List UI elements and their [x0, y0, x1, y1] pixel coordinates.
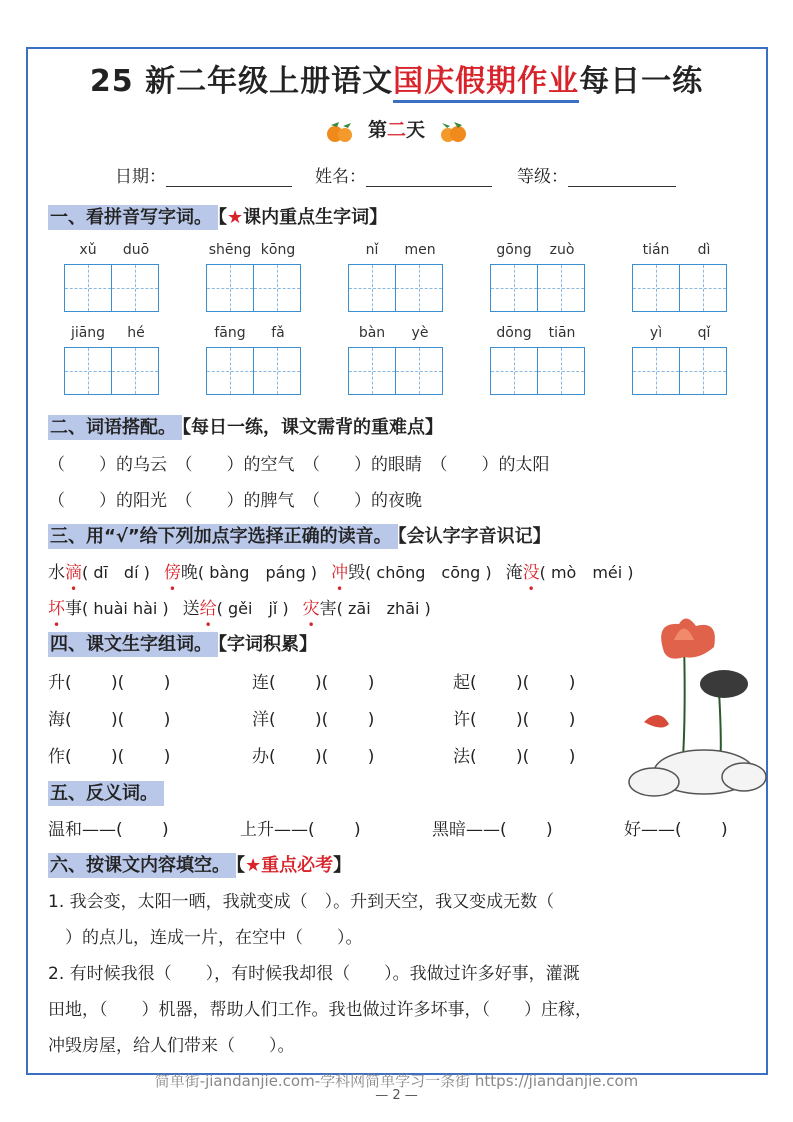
section-1-heading: 一、看拼音写字词。 【★课内重点生字词】 [50, 207, 388, 228]
writing-grid[interactable] [632, 264, 727, 312]
fill-line-4: 田地，（ ）机器，帮助人们工作。我也做过许多坏事，（ ）庄稼， [48, 1000, 592, 1020]
word-group-item[interactable]: 办( )( ) [252, 747, 375, 767]
reading-item[interactable]: 水滴( dī dí ) [48, 563, 150, 583]
pinyin-label: nǐ [365, 242, 379, 258]
pinyin-label: shēng [208, 242, 252, 258]
pinyin-label: zuò [549, 242, 575, 258]
word-group-item[interactable]: 作( )( ) [48, 747, 171, 767]
antonym-item[interactable]: 上升——( ) [240, 820, 361, 840]
pinyin-label: tiān [548, 325, 576, 341]
word-group-item[interactable]: 连( )( ) [252, 673, 375, 693]
orange-icon [438, 119, 468, 143]
reading-item[interactable]: 送给( gěi jǐ ) [182, 599, 289, 619]
writing-grid[interactable] [206, 264, 301, 312]
word-group-item[interactable]: 起( )( ) [453, 673, 576, 693]
fill-line-5: 冲毁房屋，给人们带来（ ）。 [48, 1036, 295, 1056]
pinyin-label: men [404, 242, 436, 258]
date-field[interactable]: 日期： [115, 162, 292, 187]
writing-grid[interactable] [348, 347, 443, 395]
pinyin-label: dōng [496, 325, 532, 341]
reading-item[interactable]: 灾害( zāi zhāi ) [302, 599, 431, 619]
pinyin-label: tián [642, 242, 670, 258]
reading-item[interactable]: 冲毁( chōng cōng ) [331, 563, 492, 583]
pinyin-label: hé [127, 325, 145, 341]
word-group-item[interactable]: 海( )( ) [48, 710, 171, 730]
fill-line-1: 1. 我会变，太阳一晒，我就变成（ ）。升到天空，我又变成无数（ [48, 892, 555, 912]
writing-grid[interactable] [64, 347, 159, 395]
section-6-heading: 六、按课文内容填空。 【★重点必考】 [50, 855, 352, 876]
day-heading: 第二天 [0, 115, 793, 143]
section-3-heading: 三、用“√”给下列加点字选择正确的读音。 【会认字字音识记】 [50, 526, 551, 547]
fill-line-2: ）的点儿，连成一片，在空中（ ）。 [48, 928, 363, 948]
section-4-heading: 四、课文生字组词。 【字词积累】 [50, 634, 317, 655]
reading-item[interactable]: 坏事( huài hài ) [48, 599, 169, 619]
page-number: — 2 — [375, 1088, 418, 1103]
match-line-2: （ ）的阳光 （ ）的脾气 （ ）的夜晚 [48, 491, 422, 511]
pinyin-label: bàn [358, 325, 386, 341]
section-2-heading: 二、词语搭配。 【每日一练，课文需背的重难点】 [50, 417, 443, 438]
word-group-item[interactable]: 升( )( ) [48, 673, 171, 693]
word-group-item[interactable]: 法( )( ) [453, 747, 576, 767]
pinyin-label: qǐ [697, 325, 711, 341]
reading-line-2 [48, 594, 431, 619]
pinyin-label: yè [411, 325, 429, 341]
lotus-illustration [624, 612, 774, 802]
word-group-item[interactable]: 洋( )( ) [252, 710, 375, 730]
pinyin-label: fāng [214, 325, 246, 341]
reading-item[interactable]: 傍晚( bàng páng ) [163, 563, 318, 583]
match-line-1: （ ）的乌云 （ ）的空气 （ ）的眼睛 （ ）的太阳 [48, 455, 550, 475]
star-icon: ★ [245, 855, 262, 876]
writing-grid[interactable] [64, 264, 159, 312]
pinyin-label: kōng [260, 242, 296, 258]
writing-grid[interactable] [490, 347, 585, 395]
antonym-item[interactable]: 黑暗——( ) [432, 820, 553, 840]
star-icon: ★ [227, 207, 244, 228]
pinyin-label: gōng [496, 242, 532, 258]
name-field[interactable]: 姓名： [315, 162, 492, 187]
grade-field[interactable]: 等级： [517, 162, 676, 187]
pinyin-label: fǎ [271, 325, 285, 341]
word-group-item[interactable]: 许( )( ) [453, 710, 576, 730]
antonym-item[interactable]: 温和——( ) [48, 820, 169, 840]
pinyin-label: jiāng [70, 325, 106, 341]
orange-icon [325, 119, 355, 143]
writing-grid[interactable] [348, 264, 443, 312]
antonym-item[interactable]: 好——( ) [624, 820, 728, 840]
fill-line-3: 2. 有时候我很（ ），有时候我却很（ ）。我做过许多好事，灌溉 [48, 964, 580, 984]
writing-grid[interactable] [632, 347, 727, 395]
footer-watermark: 简单街-jiandanjie.com-学科网简单学习一条街 https://jiandanjie.com [154, 1072, 639, 1090]
pinyin-label: yì [649, 325, 663, 341]
pinyin-label: dì [697, 242, 711, 258]
writing-grid[interactable] [490, 264, 585, 312]
writing-grid[interactable] [206, 347, 301, 395]
page-title: 25 新二年级上册语文国庆假期作业每日一练 [0, 56, 793, 100]
pinyin-label: xǔ [79, 242, 97, 258]
reading-line-1 [48, 558, 634, 583]
section-5-heading: 五、反义词。 [48, 779, 164, 805]
pinyin-label: duō [122, 242, 150, 258]
reading-item[interactable]: 淹没( mò méi ) [505, 563, 634, 583]
